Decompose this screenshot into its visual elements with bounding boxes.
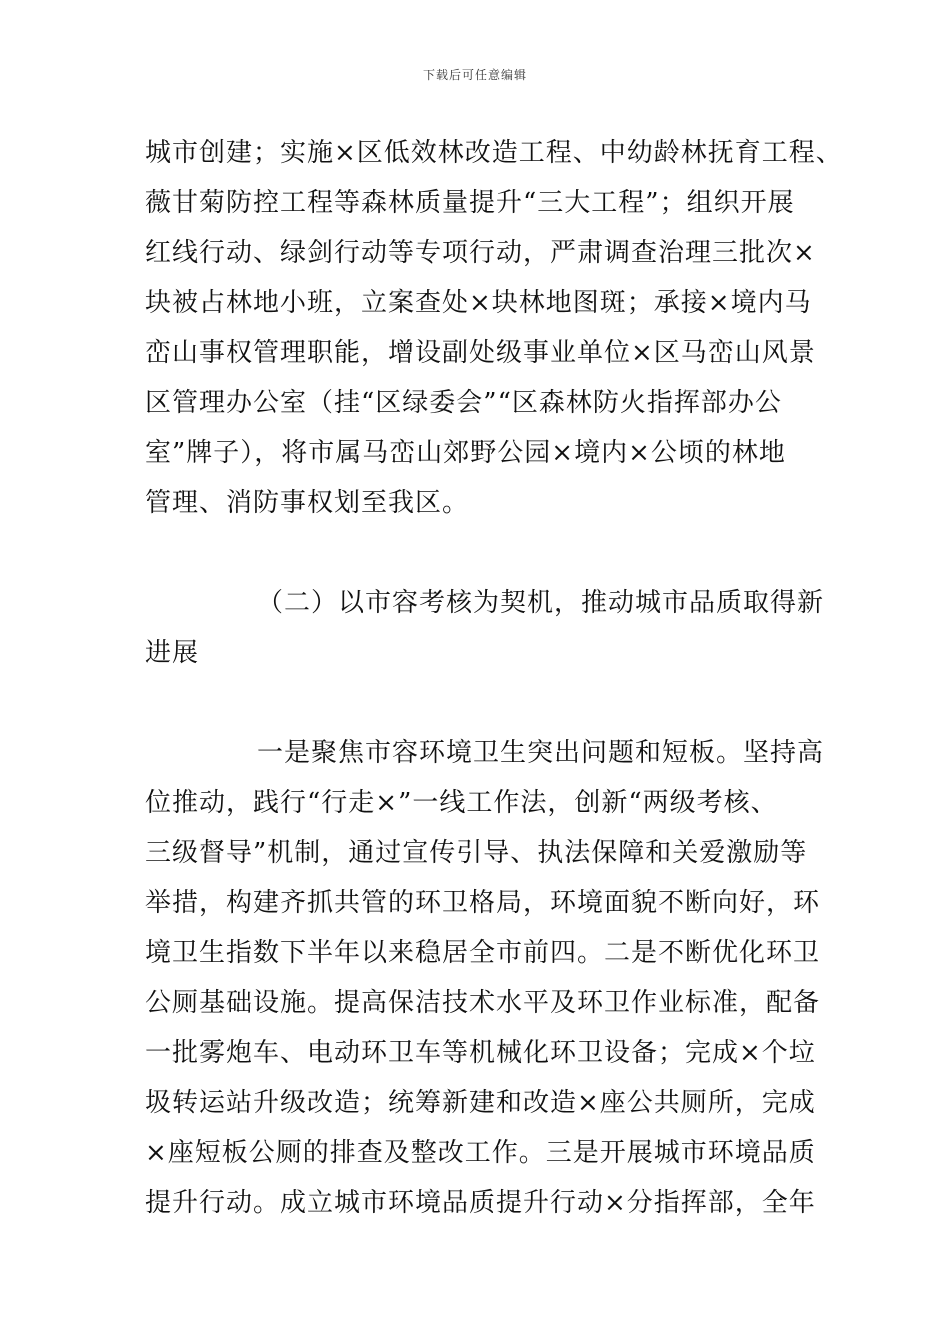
text-line: 峦山事权管理职能，增设副处级事业单位×区马峦山风景 [145, 338, 816, 368]
text-line: 城市创建；实施×区低效林改造工程、中幼龄林抚育工程、 [145, 138, 843, 168]
text-line: 一批雾炮车、电动环卫车等机械化环卫设备；完成×个垃 [145, 1038, 816, 1068]
text-line: ×座短板公厕的排查及整改工作。三是开展城市环境品质 [145, 1138, 816, 1168]
document-body [145, 128, 843, 1228]
text-line: 室”牌子），将市属马峦山郊野公园×境内×公顷的林地 [145, 438, 786, 468]
heading-line: （二）以市容考核为契机，推动城市品质取得新 [257, 588, 825, 618]
text-line: 区管理办公室（挂“区绿委会”“区森林防火指挥部办公 [145, 388, 782, 418]
text-line: 举措，构建齐抓共管的环卫格局，环境面貌不断向好，环 [145, 888, 821, 918]
text-line: 一是聚焦市容环境卫生突出问题和短板。坚持高 [257, 738, 825, 768]
paragraph-city-appearance [145, 728, 825, 1228]
section-heading [145, 578, 825, 678]
text-line: 管理、消防事权划至我区。 [145, 488, 470, 518]
text-line: 薇甘菊防控工程等森林质量提升“三大工程”；组织开展 [145, 188, 795, 218]
text-line: 境卫生指数下半年以来稳居全市前四。二是不断优化环卫 [145, 938, 821, 968]
text-line: 圾转运站升级改造；统筹新建和改造×座公共厕所，完成 [145, 1088, 816, 1118]
text-line: 三级督导”机制，通过宣传引导、执法保障和关爱激励等 [145, 838, 808, 868]
paragraph-forestry [145, 128, 843, 528]
text-line: 块被占林地小班，立案查处×块林地图斑；承接×境内马 [145, 288, 812, 318]
text-line: 位推动，践行“行走×”一线工作法，创新“两级考核、 [145, 788, 778, 818]
text-line: 公厕基础设施。提高保洁技术水平及环卫作业标准，配备 [145, 988, 821, 1018]
heading-line: 进展 [145, 638, 200, 668]
text-line: 提升行动。成立城市环境品质提升行动×分指挥部，全年 [145, 1188, 816, 1218]
text-line: 红线行动、绿剑行动等专项行动，严肃调查治理三批次× [145, 238, 816, 268]
page-header-note: 下载后可任意编辑 [422, 68, 527, 82]
